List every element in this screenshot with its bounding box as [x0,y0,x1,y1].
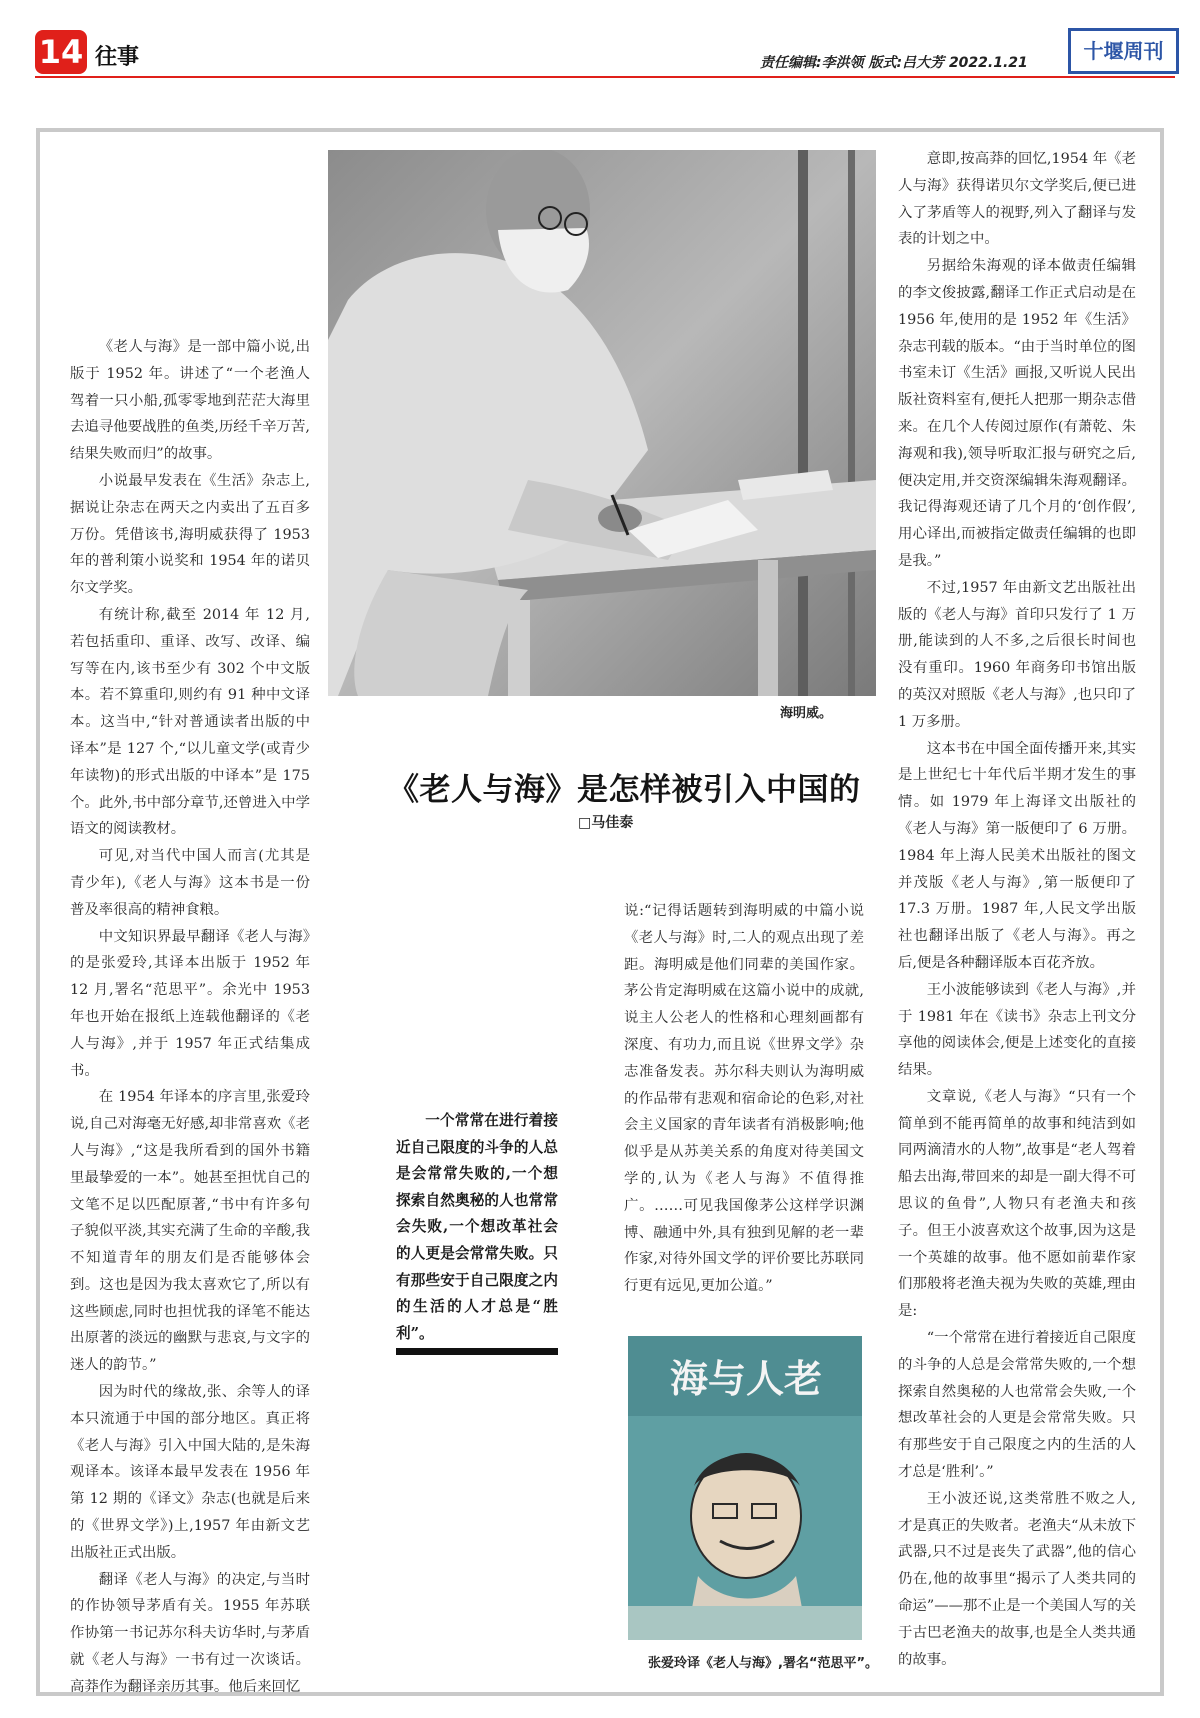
hemingway-photo [328,150,876,696]
article-column-1 [70,334,310,1701]
paragraph: 不过,1957 年由新文艺出版社出版的《老人与海》首印只发行了 1 万册,能读到的人不多,之后很长时间也没有重印。1960 年商务印书馆出版的英汉对照版《老人与海》,也只印了 1 万多册。 [898,579,1136,730]
pull-quote-bar [396,1348,558,1355]
paragraph: 可见,对当代中国人而言(尤其是青少年),《老人与海》这本书是一份普及率很高的精神食粮。 [70,848,310,918]
masthead-logo: 十堰周刊 [1068,28,1179,74]
article-title: 《老人与海》是怎样被引入中国的 [388,772,861,808]
page-header [0,0,1200,90]
paragraph: 王小波还说,这类常胜不败之人,才是真正的失败者。老渔夫“从未放下武器,只不过是丧失了武器”,他的信心仍在,他的故事里“揭示了人类共同的命运”——那不止是一个美国人写的关于古巴老渔夫的故事,也是全人类共通的故事。 [898,1490,1136,1668]
paragraph: 这本书在中国全面传播开来,其实是上世纪七十年代后半期才发生的事情。如 1979 年上海译文出版社的《老人与海》第一版便印了 6 万册。1984 年上海人民美术出版社的图文并茂版《老人与海》,第一版便印了 17.3 万册。1987 年,人民文学出版社也翻译出版了《老人与海》。再之后,便是各种翻译版本百花齐放。 [898,740,1136,971]
paragraph: 《老人与海》是一部中篇小说,出版于 1952 年。讲述了“一个老渔人驾着一只小船,孤零零地到茫茫大海里去追寻他要战胜的鱼类,历经千辛万苦,结果失败而归”的故事。 [70,339,310,463]
editor-info: 责任编辑:李洪领 版式:吕大芳 2022.1.21 [760,55,1028,71]
article-column-4 [898,146,1136,1673]
paragraph: 因为时代的缘故,张、余等人的译本只流通于中国的部分地区。真正将《老人与海》引入中国大陆的,是朱海观译本。该译本最早发表在 1956 年第 12 期的《译文》杂志(也就是后来的《世界文学》)上,1957 年由新文艺出版社正式出版。 [70,1384,310,1561]
paragraph: 中文知识界最早翻译《老人与海》的是张爱玲,其译本出版于 1952 年 12 月,署名“范思平”。余光中 1953 年也开始在报纸上连载他翻译的《老人与海》,并于 1957 年正式结集成书。 [70,928,310,1079]
article-column-3 [624,898,864,1300]
paragraph: 有统计称,截至 2014 年 12 月,若包括重印、重译、改写、改译、编写等在内,该书至少有 302 个中文版本。若不算重印,则约有 91 种中文译本。这当中,“针对普通读者出版的中译本”是 127 个,“以儿童文学(或青少年读物)的形式出版的中译本”是 175 个。此外,书中部分章节,还曾进入中学语文的阅读教材。 [70,606,310,838]
paragraph: “一个常常在进行着接近自己限度的斗争的人总是会常常失败的,一个想探索自然奥秘的人也常常会失败,一个想改革社会的人更是会常常失败。只有那些安于自己限度之内的生活的人才总是‘胜利’。” [898,1330,1136,1481]
paragraph: 文章说,《老人与海》“只有一个简单到不能再简单的故事和纯洁到如同两滴清水的人物”,故事是“老人驾着船去出海,带回来的却是一副大得不可思议的鱼骨”,人物只有老渔夫和孩子。但王小波喜欢这个故事,因为这是一个英雄的故事。他不愿如前辈作家们那般将老渔夫视为失败的英雄,理由是: [898,1088,1136,1320]
paragraph: 另据给朱海观的译本做责任编辑的李文俊披露,翻译工作正式启动是在 1956 年,使用的是 1952 年《生活》杂志刊载的版本。“由于当时单位的图书室未订《生活》画报,又听说人民出版社资料室有,便托人把那一期杂志借来。在几个人传阅过原作(有萧乾、朱海观和我),领导听取汇报与研究之后,便决定用,并交资深编辑朱海观翻译。我记得海观还请了几个月的‘创作假’,用心译出,而被指定做责任编辑的也即是我。” [898,258,1136,569]
paragraph: 翻译《老人与海》的决定,与当时的作协领导茅盾有关。1955 年苏联作协第一书记苏尔科夫访华时,与茅盾就《老人与海》一书有过一次谈话。高莽作为翻译亲历其事。他后来回忆 [70,1571,310,1695]
cover-caption: 张爱玲译《老人与海》,署名“范思平”。 [648,1656,879,1671]
byline: □马佳泰 [578,815,634,831]
paragraph: 在 1954 年译本的序言里,张爱玲说,自己对海毫无好感,却非常喜欢《老人与海》,“这是我所看到的国外书籍里最挚爱的一本”。她甚至担忧自己的文笔不足以匹配原著,“书中有许多句子貌似平淡,其实充满了生命的辛酸,我不知道青年的朋友们是否能够体会到。这也是因为我太喜欢它了,所以有这些顾虑,同时也担忧我的译笔不能达出原著的淡远的幽默与悲哀,与文字的迷人的韵节。” [70,1089,310,1374]
page-number: 14 [35,30,87,74]
header-rule [35,76,1175,78]
section-name: 往事 [95,45,140,70]
paragraph: 小说最早发表在《生活》杂志上,据说让杂志在两天之内卖出了五百多万份。凭借该书,海明威获得了 1953 年的普利策小说奖和 1954 年的诺贝尔文学奖。 [70,472,310,597]
paragraph: 王小波能够读到《老人与海》,并于 1981 年在《读书》杂志上刊文分享他的阅读体会,便是上述变化的直接结果。 [898,981,1136,1079]
paragraph: 意即,按高莽的回忆,1954 年《老人与海》获得诺贝尔文学奖后,便已进入了茅盾等人的视野,列入了翻译与发表的计划之中。 [898,151,1136,248]
photo-caption: 海明威。 [780,706,833,721]
cover-title: 海与人老 [669,1356,823,1401]
paragraph: 说:“记得话题转到海明威的中篇小说《老人与海》时,二人的观点出现了差距。海明威是他们同辈的美国作家。茅公肯定海明威在这篇小说中的成就,说主人公老人的性格和心理刻画都有深度、有功力,而且说《世界文学》杂志准备发表。苏尔科夫则认为海明威的作品带有悲观和宿命论的色彩,对社会主义国家的青年读者有消极影响;他似乎是从苏美关系的角度对待美国文学的,认为《老人与海》不值得推广。……可见我国像茅公这样学识渊博、融通中外,具有独到见解的老一辈作家,对待外国文学的评价要比苏联同行更有远见,更加公道。” [624,903,864,1295]
pull-quote [396,1108,558,1347]
pull-quote-text: 一个常常在进行着接近自己限度的斗争的人总是会常常失败的,一个想探索自然奥秘的人也常常会失败,一个想改革社会的人更是会常常失败。只有那些安于自己限度之内的生活的人才总是“胜利”。 [396,1112,558,1342]
book-cover-image [628,1336,862,1640]
